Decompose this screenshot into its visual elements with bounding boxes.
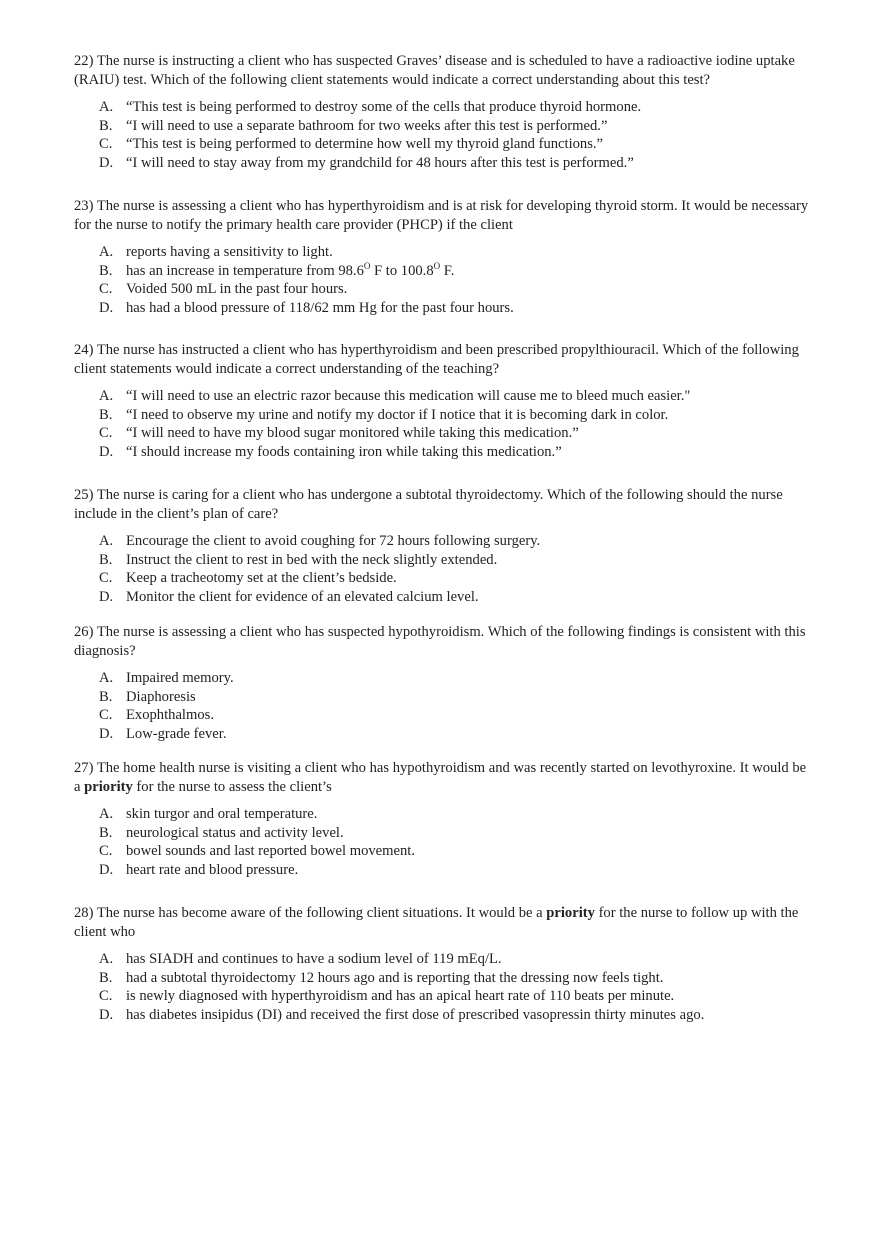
stem-text-part: 28) The nurse has become aware of the following client situations. It would be a xyxy=(74,905,547,921)
option-letter: B. xyxy=(99,117,113,134)
option-item xyxy=(74,117,814,136)
option-item xyxy=(74,243,814,262)
option-text: bowel sounds and last reported bowel movement. xyxy=(126,843,415,859)
option-letter: B. xyxy=(99,551,113,568)
question-22 xyxy=(74,52,814,172)
option-text xyxy=(126,262,814,281)
option-text: has SIADH and continues to have a sodium level of 119 mEq/L. xyxy=(126,951,502,967)
option-item xyxy=(74,842,814,861)
option-item xyxy=(74,387,814,406)
option-item xyxy=(74,588,814,607)
option-item xyxy=(74,824,814,843)
option-text: had a subtotal thyroidectomy 12 hours ago and is reporting that the dressing now feels tight. xyxy=(126,969,664,986)
option-text: “I should increase my foods containing iron while taking this medication.” xyxy=(126,443,562,460)
option-letter: C. xyxy=(99,570,113,586)
question-25 xyxy=(74,486,814,606)
question-stem: 26) The nurse is assessing a client who has suspected hypothyroidism. Which of the following findings is consistent with this diagnosis? xyxy=(74,624,806,659)
option-letter: A. xyxy=(99,533,114,549)
option-list xyxy=(74,243,814,317)
option-letter: D. xyxy=(99,299,114,316)
option-item xyxy=(74,299,814,318)
option-letter: A. xyxy=(99,244,114,260)
option-text: is newly diagnosed with hyperthyroidism and has an apical heart rate of 110 beats per minute. xyxy=(126,988,675,1004)
question-stem xyxy=(74,759,814,796)
option-item xyxy=(74,135,814,154)
degree-superscript: O xyxy=(433,260,441,271)
degree-superscript: O xyxy=(363,260,371,271)
option-text: neurological status and activity level. xyxy=(126,824,344,841)
emphasis-priority: priority xyxy=(84,778,133,795)
question-stem: 25) The nurse is caring for a client who has undergone a subtotal thyroidectomy. Which of the following should the nurse include in the client’s plan of care? xyxy=(74,487,783,522)
option-list xyxy=(74,387,814,461)
option-letter: D. xyxy=(99,443,114,460)
question-26 xyxy=(74,623,814,743)
option-item xyxy=(74,406,814,425)
question-24 xyxy=(74,341,814,461)
option-letter: D. xyxy=(99,154,114,171)
option-text: Exophthalmos. xyxy=(126,707,214,723)
option-item xyxy=(74,262,814,281)
question-23 xyxy=(74,197,814,317)
option-letter: C. xyxy=(99,707,113,723)
option-letter: C. xyxy=(99,281,113,297)
option-letter: D. xyxy=(99,725,114,742)
option-item xyxy=(74,688,814,707)
option-item xyxy=(74,443,814,462)
option-letter: B. xyxy=(99,406,113,423)
option-list xyxy=(74,950,814,1024)
option-item xyxy=(74,950,814,969)
stem-text-part: for the nurse to follow up with the client who xyxy=(74,905,799,940)
option-text: Impaired memory. xyxy=(126,670,234,686)
option-text: “This test is being performed to determine how well my thyroid gland functions.” xyxy=(126,136,604,152)
option-letter: C. xyxy=(99,425,113,441)
option-text: “I will need to stay away from my grandchild for 48 hours after this test is performed.” xyxy=(126,154,634,171)
option-letter: B. xyxy=(99,688,113,705)
option-item xyxy=(74,969,814,988)
option-item xyxy=(74,805,814,824)
option-letter: C. xyxy=(99,136,113,152)
question-stem: 24) The nurse has instructed a client who has hyperthyroidism and been prescribed propylthiouracil. Which of the following client statements would indicate a correct understanding of the teaching? xyxy=(74,342,799,377)
option-item xyxy=(74,987,814,1006)
option-text: “I need to observe my urine and notify my doctor if I notice that it is becoming dark in color. xyxy=(126,406,669,423)
option-item xyxy=(74,725,814,744)
option-text: Diaphoresis xyxy=(126,688,196,705)
option-item xyxy=(74,551,814,570)
option-item xyxy=(74,861,814,880)
option-text: has had a blood pressure of 118/62 mm Hg for the past four hours. xyxy=(126,299,514,316)
question-stem: 23) The nurse is assessing a client who has hyperthyroidism and is at risk for developing thyroid storm. It would be necessary for the nurse to notify the primary health care provider (PHCP) if the client xyxy=(74,198,809,233)
option-letter: D. xyxy=(99,1006,114,1023)
emphasis-priority: priority xyxy=(546,905,595,921)
option-text: Low-grade fever. xyxy=(126,725,227,742)
stem-text-part: for the nurse to assess the client’s xyxy=(132,778,332,795)
option-text-part: F. xyxy=(440,262,455,279)
option-text: Voided 500 mL in the past four hours. xyxy=(126,281,348,297)
option-text: has diabetes insipidus (DI) and received the first dose of prescribed vasopressin thirty minutes ago. xyxy=(126,1006,705,1023)
option-item xyxy=(74,424,814,443)
option-list xyxy=(74,669,814,743)
option-letter: D. xyxy=(99,588,114,605)
option-text: reports having a sensitivity to light. xyxy=(126,244,333,260)
question-28 xyxy=(74,904,814,1024)
option-letter: B. xyxy=(99,969,113,986)
option-letter: A. xyxy=(99,99,114,115)
option-text: heart rate and blood pressure. xyxy=(126,861,299,878)
question-27 xyxy=(74,759,814,879)
option-item xyxy=(74,1006,814,1025)
question-stem xyxy=(74,904,814,941)
option-item xyxy=(74,569,814,588)
option-list xyxy=(74,98,814,172)
option-text: Monitor the client for evidence of an elevated calcium level. xyxy=(126,588,479,605)
option-text: “I will need to use a separate bathroom for two weeks after this test is performed.” xyxy=(126,117,608,134)
option-letter: A. xyxy=(99,951,114,967)
option-letter: B. xyxy=(99,824,113,841)
stem-text-part: 27) The home health nurse is visiting a client who has hypothyroidism and was recently started on levothyroxine. It would be a xyxy=(74,760,807,795)
option-list xyxy=(74,805,814,879)
option-letter: C. xyxy=(99,988,113,1004)
option-list xyxy=(74,532,814,606)
option-item xyxy=(74,669,814,688)
option-item xyxy=(74,154,814,173)
option-text: Instruct the client to rest in bed with the neck slightly extended. xyxy=(126,551,498,568)
option-text: “I will need to have my blood sugar monitored while taking this medication.” xyxy=(126,425,579,441)
option-text: Encourage the client to avoid coughing for 72 hours following surgery. xyxy=(126,533,541,549)
option-item xyxy=(74,706,814,725)
question-stem: 22) The nurse is instructing a client who has suspected Graves’ disease and is scheduled to have a radioactive iodine uptake (RAIU) test. Which of the following client statements would indicate a correct understanding about this test? xyxy=(74,53,795,88)
option-item xyxy=(74,280,814,299)
option-item xyxy=(74,98,814,117)
option-text-part: F to 100.8 xyxy=(370,262,434,279)
option-letter: A. xyxy=(99,806,114,822)
option-letter: A. xyxy=(99,388,114,404)
option-letter: D. xyxy=(99,861,114,878)
option-letter: B. xyxy=(99,262,113,279)
option-text-part: has an increase in temperature from 98.6 xyxy=(126,262,364,279)
option-item xyxy=(74,532,814,551)
option-text: Keep a tracheotomy set at the client’s bedside. xyxy=(126,570,397,586)
option-letter: A. xyxy=(99,670,114,686)
option-letter: C. xyxy=(99,843,113,859)
option-text: “I will need to use an electric razor because this medication will cause me to bleed much easier." xyxy=(126,388,691,404)
option-text: “This test is being performed to destroy some of the cells that produce thyroid hormone. xyxy=(126,99,642,115)
option-text: skin turgor and oral temperature. xyxy=(126,806,318,822)
